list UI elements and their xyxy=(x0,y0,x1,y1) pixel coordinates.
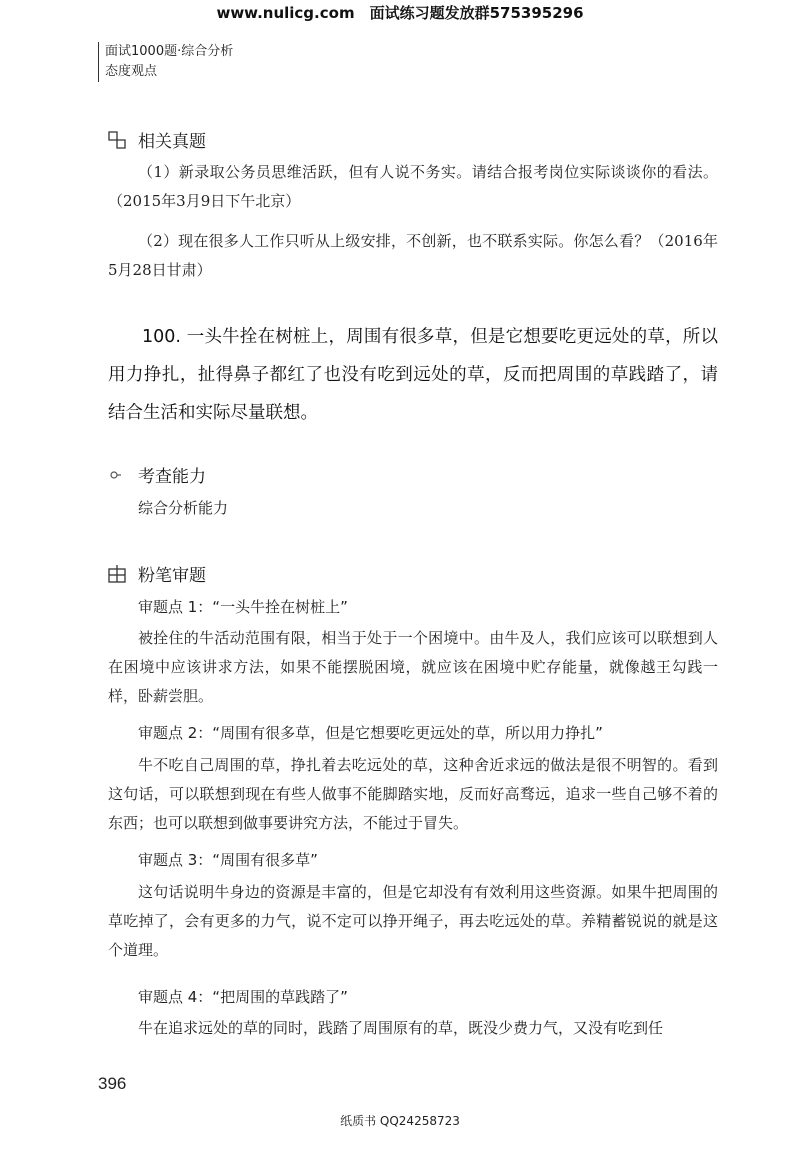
related-item-2: （2）现在很多人工作只听从上级安排，不创新，也不联系实际。你怎么看？（2016年5月28日甘肃） xyxy=(108,232,718,279)
corner-brackets-icon xyxy=(108,131,126,149)
grid-cross-icon xyxy=(108,565,126,583)
running-head xyxy=(98,42,233,82)
ability-heading xyxy=(108,462,206,487)
related-heading-text: 相关真题 xyxy=(138,132,206,152)
page-number: 396 xyxy=(98,1074,127,1093)
analysis-heading xyxy=(108,561,206,586)
ability-heading-text: 考查能力 xyxy=(138,467,206,487)
ability-text: 综合分析能力 xyxy=(138,499,229,517)
analysis-point-3-text: 这句话说明牛身边的资源是丰富的，但是它却没有有效利用这些资源。如果牛把周围的草吃掉了，会有更多的力气，说不定可以挣开绳子，再去吃远处的草。养精蓄锐说的就是这个道理。 xyxy=(108,883,718,959)
target-dot-icon xyxy=(108,466,126,484)
related-item-1: （1）新录取公务员思维活跃，但有人说不务实。请结合报考岗位实际谈谈你的看法。（2015年3月9日下午北京） xyxy=(108,163,718,210)
watermark-top: www.nulicg.com 面试练习题发放群575395296 xyxy=(216,4,584,22)
related-questions-heading xyxy=(108,127,206,152)
analysis-heading-text: 粉笔审题 xyxy=(138,566,206,586)
book-title: 面试1000题·综合分析 xyxy=(105,44,234,59)
analysis-point-4-label: 审题点 4：“把周围的草践踏了” xyxy=(138,988,348,1006)
analysis-point-3-label: 审题点 3：“周围有很多草” xyxy=(138,851,318,869)
analysis-point-1-label: 审题点 1：“一头牛拴在树桩上” xyxy=(138,598,348,616)
analysis-point-1-text: 被拴住的牛活动范围有限，相当于处于一个困境中。由牛及人，我们应该可以联想到人在困境中应该讲求方法，如果不能摆脱困境，就应该在困境中贮存能量，就像越王勾践一样，卧薪尝胆。 xyxy=(108,629,718,705)
analysis-point-2-text: 牛不吃自己周围的草，挣扎着去吃远处的草，这种舍近求远的做法是很不明智的。看到这句话，可以联想到现在有些人做事不能脚踏实地，反而好高骛远，追求一些自己够不着的东西；也可以联想到做事要讲究方法，不能过于冒失。 xyxy=(108,756,718,832)
analysis-point-2-label: 审题点 2：“周围有很多草，但是它想要吃更远处的草，所以用力挣扎” xyxy=(138,724,603,742)
chapter-title: 态度观点 xyxy=(105,64,158,79)
watermark-bottom: 纸质书 QQ24258723 xyxy=(340,1114,460,1128)
analysis-point-4-text: 牛在追求远处的草的同时，践踏了周围原有的草，既没少费力气，又没有吃到任 xyxy=(138,1019,664,1037)
question-text: 100. 一头牛拴在树桩上，周围有很多草，但是它想要吃更远处的草，所以用力挣扎，扯得鼻子都红了也没有吃到远处的草，反而把周围的草践踏了，请结合生活和实际尽量联想。 xyxy=(108,327,718,423)
